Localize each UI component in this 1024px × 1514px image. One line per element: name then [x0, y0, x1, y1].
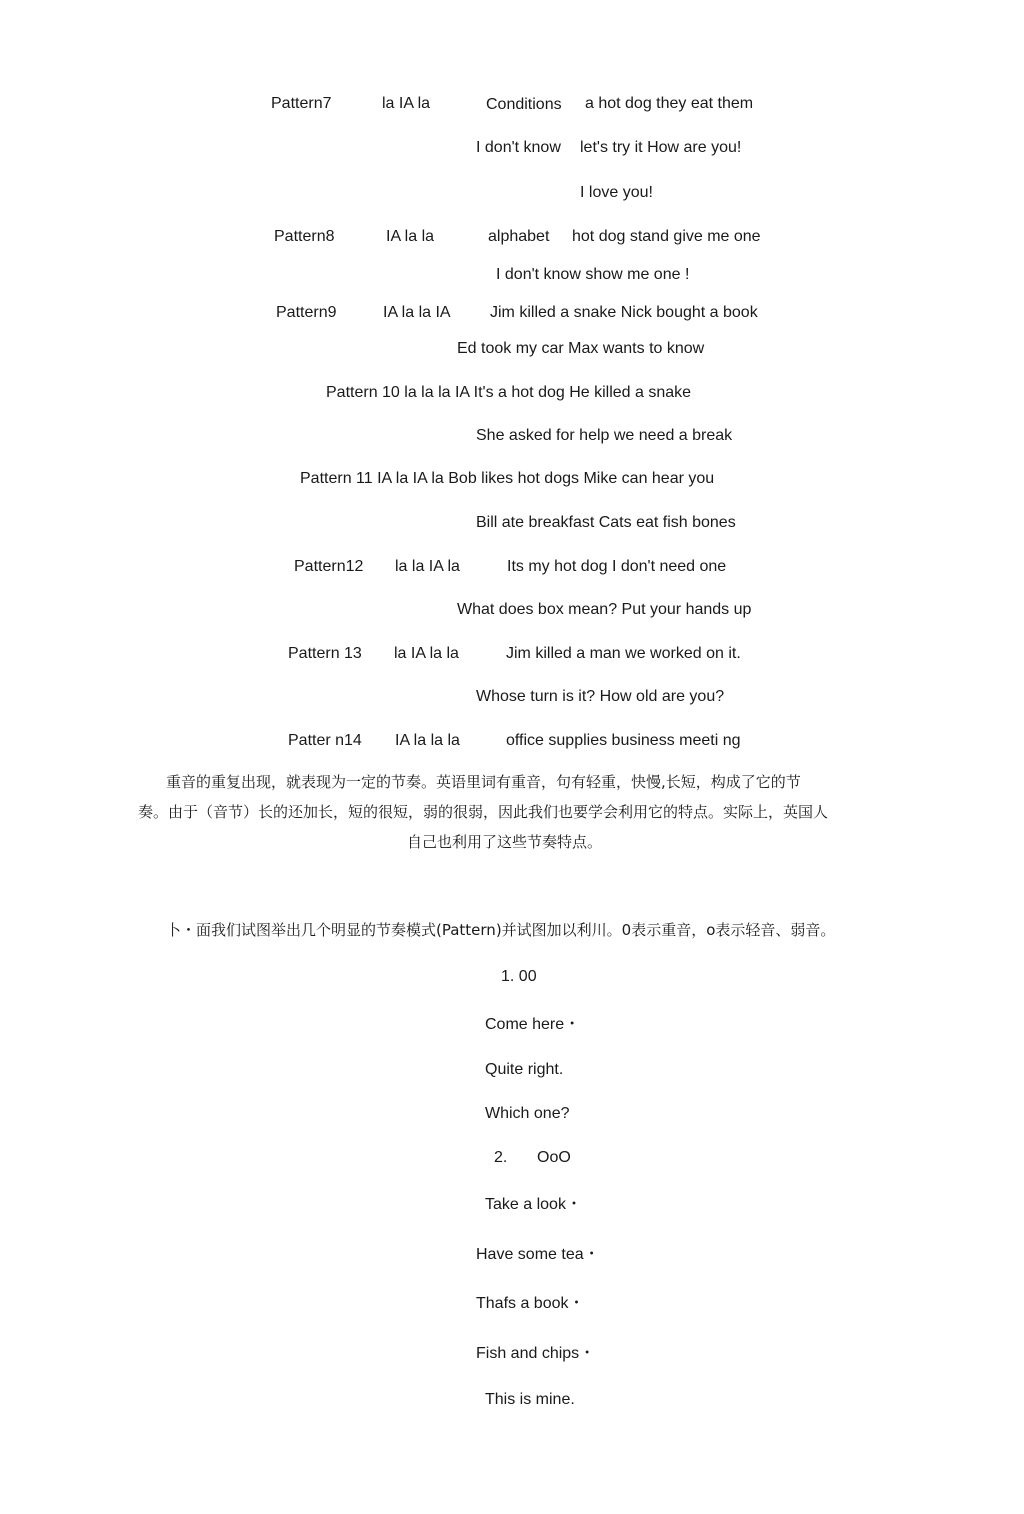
pattern13-phrase: Jim killed a man we worked on it.	[506, 645, 741, 662]
pattern14-phrase: office supplies business meeti ng	[506, 732, 741, 749]
pattern7-example-c: I love you!	[580, 184, 653, 201]
pattern7-word: Conditions	[486, 96, 562, 113]
list-example: Have some tea・	[476, 1246, 600, 1263]
pattern9-example: Ed took my car Max wants to know	[457, 340, 705, 357]
paragraph-line-1: 重音的重复出现，就表现为一定的节奏。英语里词有重音，句有轻重，快慢,长短，构成了它的节	[166, 773, 801, 791]
list-example: Which one?	[485, 1105, 570, 1122]
pattern7-example-b: let's try it How are you!	[580, 139, 742, 156]
pattern10-line: Pattern 10 la la la IA It's a hot dog He killed a snake	[326, 384, 692, 401]
list-example: Fish and chips・	[476, 1345, 596, 1362]
list-heading-2-number: 2.	[494, 1149, 508, 1166]
pattern12-stress: la la IA la	[395, 558, 460, 575]
pattern14-stress: IA la la la	[395, 732, 460, 749]
pattern8-phrase: hot dog stand give me one	[572, 228, 761, 245]
pattern7-phrase: a hot dog they eat them	[585, 95, 754, 112]
paragraph-line-3: 自己也利用了这些节奏特点。	[407, 833, 603, 851]
pattern14-label: Patter n14	[288, 732, 362, 749]
pattern13-stress: la IA la la	[394, 645, 459, 662]
list-example: This is mine.	[485, 1391, 575, 1408]
pattern8-label: Pattern8	[274, 228, 335, 245]
list-example: Take a look・	[485, 1196, 582, 1213]
list-example: Quite right.	[485, 1061, 564, 1078]
pattern8-word: alphabet	[488, 228, 550, 245]
pattern7-stress: la IA la	[382, 95, 431, 112]
pattern11-line: Pattern 11 IA la IA la Bob likes hot dogs Mike can hear you	[300, 470, 715, 487]
pattern-intro: 卜・面我们试图举出几个明显的节奏模式(Pattern)并试图加以利川。0表示重音，o表示轻音、弱音。	[166, 921, 836, 939]
pattern8-example: I don't know show me one !	[496, 266, 690, 283]
pattern8-stress: IA la la	[386, 228, 435, 245]
list-heading-2-pattern: OoO	[537, 1149, 571, 1166]
paragraph-line-2: 奏。由于（音节）长的还加长，短的很短，弱的很弱，因此我们也要学会利用它的特点。实际上，英国人	[138, 803, 829, 821]
pattern9-phrase: Jim killed a snake Nick bought a book	[490, 304, 758, 321]
pattern12-example: What does box mean? Put your hands up	[457, 601, 752, 618]
pattern12-phrase: Its my hot dog I don't need one	[507, 558, 727, 575]
pattern9-stress: IA la la IA	[383, 304, 451, 321]
pattern13-example: Whose turn is it? How old are you?	[476, 688, 725, 705]
pattern7-example-a: I don't know	[476, 139, 561, 156]
pattern7-label: Pattern7	[271, 95, 332, 112]
list-example: Come here・	[485, 1016, 581, 1033]
list-heading-1: 1. 00	[501, 968, 537, 985]
pattern9-label: Pattern9	[276, 304, 337, 321]
pattern12-label: Pattern12	[294, 558, 364, 575]
pattern13-label: Pattern 13	[288, 645, 362, 662]
pattern11-example: Bill ate breakfast Cats eat fish bones	[476, 514, 736, 531]
list-example: Thafs a book・	[476, 1295, 585, 1312]
pattern10-example: She asked for help we need a break	[476, 427, 733, 444]
